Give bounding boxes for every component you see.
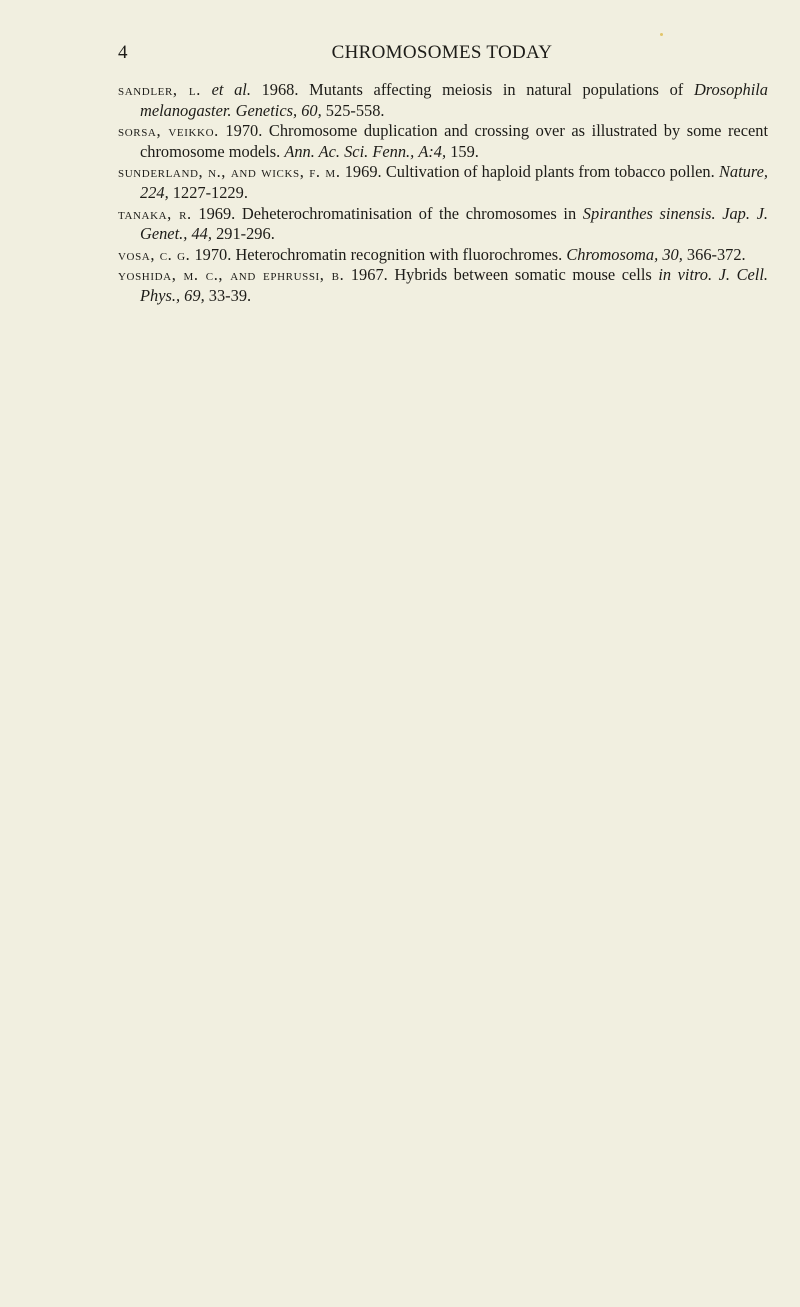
reference-title-species: Drosophila melanogaster. [140, 80, 769, 120]
reference-volume: 44, [191, 224, 212, 244]
reference-pages: 33-39. [208, 285, 252, 305]
reference-title: Cultivation of haploid plants from tobacco pollen. [385, 162, 715, 182]
reference-item [118, 162, 768, 203]
reference-title: Hybrids between somatic mouse cells [394, 265, 652, 285]
reference-item [118, 204, 768, 245]
reference-journal: Genetics, [235, 100, 298, 120]
reference-volume: 69, [184, 285, 205, 305]
reference-journal: Ann. Ac. Sci. Fenn., [284, 141, 415, 161]
reference-pages: 159. [450, 141, 479, 161]
reference-journal: Chromosoma, [566, 244, 659, 264]
reference-item [118, 245, 768, 266]
reference-volume: A:4, [418, 141, 447, 161]
running-title: CHROMOSOMES TODAY [331, 42, 553, 63]
reference-journal: J. Cell. Phys., [140, 265, 768, 305]
page-number: 4 [118, 42, 128, 63]
reference-authors: tanaka, r. [118, 203, 192, 223]
reference-authors: sandler, l. [118, 80, 201, 99]
reference-pages: 291-296. [216, 224, 275, 244]
reference-etal: et al. [211, 80, 251, 99]
reference-item [118, 265, 768, 306]
reference-title: Heterochromatin recognition with fluorochromes. [235, 244, 563, 264]
reference-volume: 30, [662, 244, 683, 264]
reference-authors: yoshida, m. c., and ephrussi, b. [118, 265, 345, 285]
reference-pages: 525-558. [325, 100, 385, 120]
reference-year: 1967. [350, 265, 388, 285]
reference-authors: sorsa, veikko. [118, 121, 219, 141]
reference-authors: sunderland, n., and wicks, f. m. [118, 162, 341, 182]
reference-year: 1970. [225, 121, 263, 141]
reference-volume: 60, [301, 100, 322, 120]
page-header [118, 40, 766, 66]
reference-journal: Jap. J. Genet., [140, 203, 768, 244]
reference-item [118, 80, 768, 121]
reference-item [118, 121, 768, 162]
reference-list [118, 80, 768, 307]
reference-journal: Nature, [718, 162, 768, 182]
reference-year: 1970. [194, 244, 232, 264]
reference-title: Chromosome duplication and crossing over as illustrated by some recent chromosome models. [140, 121, 768, 161]
reference-volume: 224, [140, 182, 169, 202]
reference-pages: 1227-1229. [172, 182, 248, 202]
reference-title: Deheterochromatinisation of the chromosomes in [241, 203, 577, 223]
reference-year: 1969. [344, 162, 382, 182]
reference-title: Mutants affecting meiosis in natural populations of [309, 80, 684, 99]
reference-title-italic: in vitro. [658, 265, 713, 285]
reference-authors: vosa, c. g. [118, 244, 191, 264]
reference-year: 1969. [198, 203, 236, 223]
reference-pages: 366-372. [686, 244, 746, 264]
reference-year: 1968. [261, 80, 299, 99]
paper-speck [660, 33, 663, 36]
reference-title-species: Spiranthes sinensis. [582, 203, 716, 223]
